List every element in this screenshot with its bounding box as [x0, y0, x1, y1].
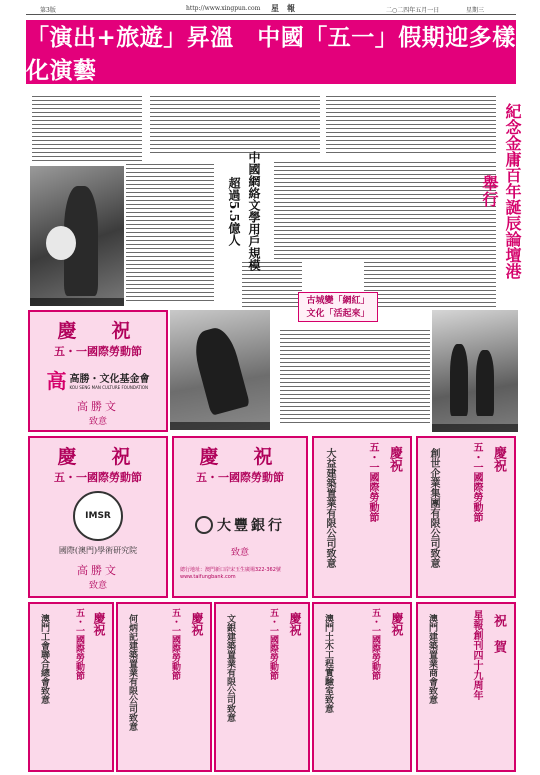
- page-header: [26, 3, 516, 15]
- article-text-8: [280, 330, 430, 426]
- ad2-greeting: 慶 祝: [57, 446, 139, 468]
- ad9-labour-day: 五・一國際勞動節: [370, 608, 380, 680]
- ancient-city-line1: 古城變「網紅」: [306, 296, 370, 306]
- bank-website: www.taifungbank.com: [180, 574, 236, 580]
- ad1-labour-day: 五・一國際勞動節: [54, 345, 142, 358]
- ad8-company: 文銀建築置業有限公司致意: [225, 614, 235, 722]
- ancient-city-headline: [298, 292, 378, 322]
- kosang-name-en: KOU SENG MAN CULTURE FOUNDATION: [69, 384, 149, 390]
- ad7-greeting: 慶祝: [190, 612, 204, 636]
- article-text-3: [326, 96, 496, 156]
- ad1-signature: 高勝文: [77, 400, 119, 413]
- ad9-greeting: 慶祝: [390, 612, 404, 636]
- bank-address: 總行地址：澳門新口岸宋玉生廣場322-362號: [180, 567, 281, 573]
- ad9-company: 澳門土木工程實驗室致意: [323, 614, 333, 713]
- ad-dayi: [312, 436, 412, 598]
- ad4-company: 大益建築置業有限公司致意: [324, 448, 335, 568]
- bank-logo-row: [174, 515, 306, 535]
- ancient-city-line2: 文化「活起來」: [306, 309, 370, 319]
- ad6-labour-day: 五・一國際勞動節: [74, 608, 84, 680]
- photo-performer-a: [450, 344, 468, 416]
- ad6-company: 澳門工會聯合總會致意: [39, 614, 49, 704]
- internet-literature-headline: 中國網絡文學用戶規模超過5.5億人: [227, 151, 261, 271]
- ad7-company: 何炳記建築置業有限公司致意: [127, 614, 137, 731]
- ad-civil-engineering: [312, 602, 412, 772]
- article-text-1: [32, 96, 142, 162]
- ad10-anniversary: 星報創刊四十九周年: [471, 610, 482, 700]
- photo-dancer: [170, 310, 270, 430]
- header-weekday: 星期三: [466, 7, 485, 14]
- ad3-zhiyi: 致意: [230, 548, 249, 558]
- ad-wenyin: [214, 602, 310, 772]
- ad2-signature: 高勝文: [77, 564, 119, 577]
- ad2-labour-day: 五・一國際勞動節: [54, 471, 142, 484]
- article-text-5: [274, 162, 496, 260]
- ad3-labour-day: 五・一國際勞動節: [196, 471, 284, 484]
- header-date: 二○二四年五月一日: [386, 7, 440, 14]
- ad4-labour-day: 五・一國際勞動節: [367, 442, 378, 522]
- kosang-name-cn: 高勝・文化基金會: [69, 373, 150, 385]
- ad-chuangshi: [416, 436, 516, 598]
- kosang-logo-icon: 高: [46, 369, 67, 393]
- ad-taifung-bank: [172, 436, 308, 598]
- banner-headline: 「演出+旅遊」昇溫 中國「五一」假期迎多樣化演藝: [26, 25, 516, 84]
- photo-caption-3: [432, 424, 518, 432]
- ad5-company: 創世企業集團有限公司致意: [428, 448, 439, 568]
- ad8-labour-day: 五・一國際勞動節: [268, 608, 278, 680]
- ad10-greeting: 祝 賀: [491, 614, 506, 653]
- page-number: 第3版: [40, 7, 56, 14]
- ad2-zhiyi: 致意: [88, 581, 107, 591]
- photo-performers: [432, 310, 518, 432]
- kosang-logo-row: [30, 365, 166, 394]
- jinyong-headline: 紀念金庸百年誕辰論壇港舉行: [480, 103, 522, 279]
- imsr-name: 國際(澳門)學術研究院: [58, 546, 138, 555]
- ad-hebing: [116, 602, 212, 772]
- photo-caption-1: [30, 298, 124, 306]
- ad-kosang-foundation: [28, 310, 168, 432]
- photo-performer-b: [476, 350, 494, 416]
- panda-mascot-image: [46, 226, 76, 260]
- photo-panda-mascot: [30, 166, 124, 306]
- ad1-zhiyi: 致意: [88, 417, 107, 427]
- ad6-greeting: 慶祝: [92, 612, 106, 636]
- headline-banner: [26, 20, 516, 84]
- ad10-company: 澳門建築置業商會致意: [427, 614, 437, 704]
- bank-logo-icon: [195, 516, 213, 534]
- ad3-greeting: 慶 祝: [199, 446, 281, 468]
- bank-name: 大豐銀行: [217, 518, 285, 534]
- article-text-2: [150, 96, 320, 156]
- photo-dancer-figure: [190, 324, 250, 415]
- photo-caption-2: [170, 422, 270, 430]
- article-text-7: [364, 262, 496, 310]
- header-url: http://www.xingpun.com: [186, 5, 261, 12]
- ad-builders-association: [416, 602, 516, 772]
- imsr-logo-icon: IMSR: [73, 491, 123, 541]
- ad-workers-union: [28, 602, 114, 772]
- ad7-labour-day: 五・一國際勞動節: [170, 608, 180, 680]
- article-text-4: [126, 164, 214, 304]
- ad5-greeting: 慶祝: [491, 446, 506, 472]
- ad1-greeting: 慶 祝: [57, 320, 139, 342]
- ad8-greeting: 慶祝: [288, 612, 302, 636]
- ad4-greeting: 慶祝: [387, 446, 402, 472]
- ad5-labour-day: 五・一國際勞動節: [471, 442, 482, 522]
- masthead: 星 報: [271, 3, 295, 13]
- ad-imsr: [28, 436, 168, 598]
